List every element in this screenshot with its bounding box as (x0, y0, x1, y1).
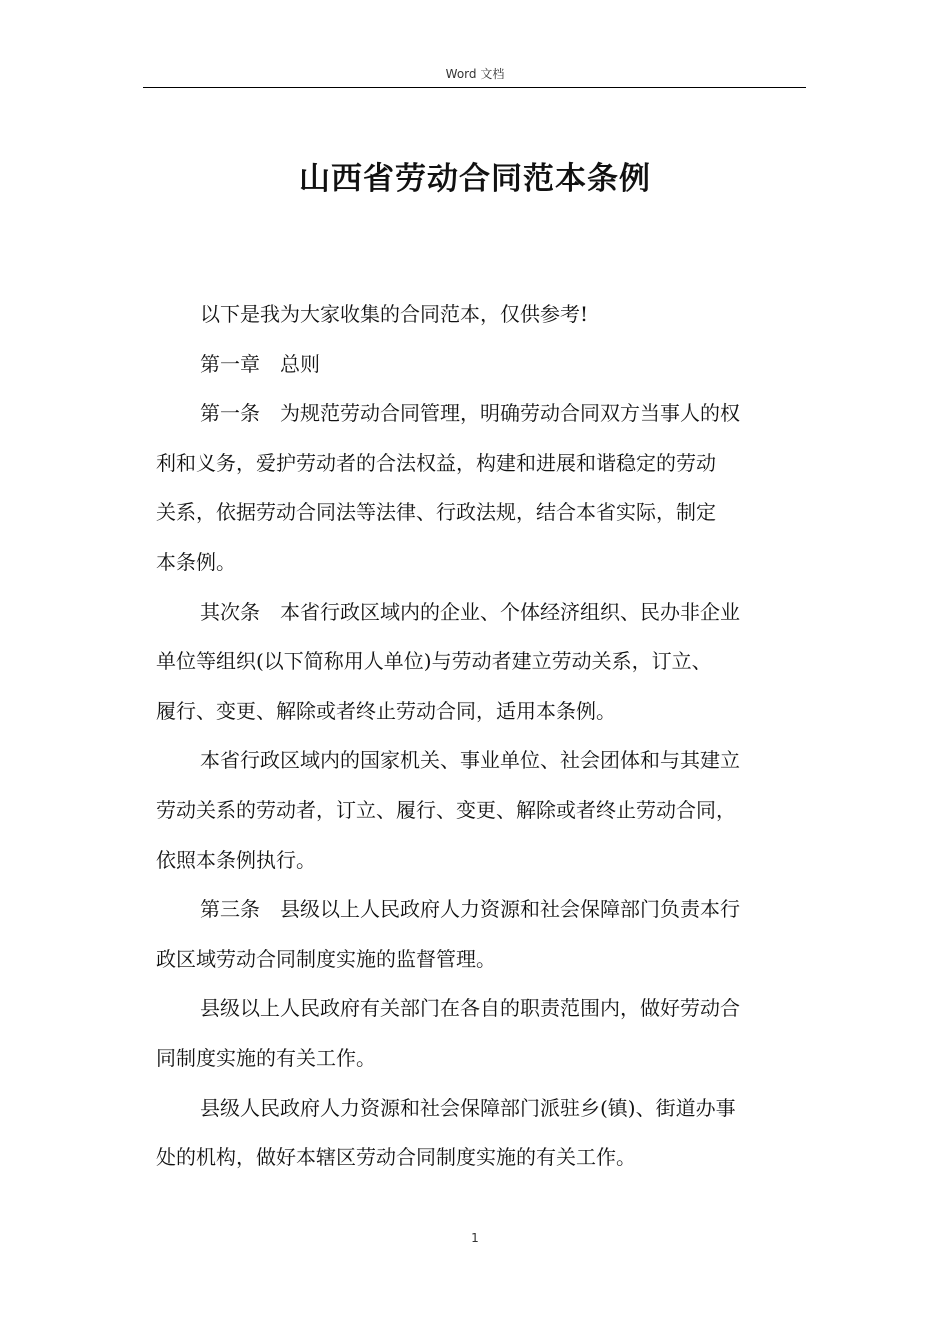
paragraph-line: 处的机构，做好本辖区劳动合同制度实施的有关工作。 (156, 1145, 636, 1170)
paragraph-line: 同制度实施的有关工作。 (156, 1045, 376, 1070)
paragraph-line: 以下是我为大家收集的合同范本，仅供参考! (200, 302, 589, 326)
page-header: Word 文档 (445, 67, 505, 81)
paragraph-intro (178, 290, 804, 340)
paragraph-article-3-departments (156, 984, 804, 1083)
paragraph-article-3 (156, 885, 804, 984)
paragraph-line: 本省行政区域内的国家机关、事业单位、社会团体和与其建立 (200, 748, 740, 773)
paragraph-line: 第三条 县级以上人民政府人力资源和社会保障部门负责本行 (200, 897, 740, 922)
paragraph-line: 劳动关系的劳动者，订立、履行、变更、解除或者终止劳动合同， (156, 797, 736, 822)
paragraph-article-2-scope (156, 736, 804, 885)
paragraph-article-2 (156, 588, 804, 737)
paragraph-line: 县级人民政府人力资源和社会保障部门派驻乡(镇)、街道办事 (200, 1095, 736, 1120)
paragraph-line: 依照本条例执行。 (156, 847, 316, 872)
paragraph-line: 利和义务，爱护劳动者的合法权益，构建和进展和谐稳定的劳动 (156, 450, 716, 475)
paragraph-line: 其次条 本省行政区域内的企业、个体经济组织、民办非企业 (200, 599, 740, 624)
paragraph-line: 政区域劳动合同制度实施的监督管理。 (156, 946, 496, 971)
header-divider (143, 87, 806, 88)
paragraph-line: 本条例。 (156, 549, 236, 574)
paragraph-line: 关系，依据劳动合同法等法律、行政法规，结合本省实际，制定 (156, 500, 716, 525)
paragraph-article-1 (156, 389, 804, 587)
paragraph-line: 县级以上人民政府有关部门在各自的职责范围内，做好劳动合 (200, 996, 740, 1021)
paragraph-line: 单位等组织(以下简称用人单位)与劳动者建立劳动关系，订立、 (156, 649, 712, 674)
paragraph-line: 履行、变更、解除或者终止劳动合同，适用本条例。 (156, 698, 616, 723)
document-title: 山西省劳动合同范本条例 (299, 161, 651, 197)
paragraph-chapter-1 (178, 340, 804, 390)
paragraph-line: 第一章 总则 (200, 351, 320, 376)
paragraph-line: 第一条 为规范劳动合同管理，明确劳动合同双方当事人的权 (200, 401, 740, 426)
page-number: 1 (471, 1231, 479, 1245)
paragraph-article-3-township (156, 1084, 804, 1183)
document-body (156, 290, 804, 1183)
